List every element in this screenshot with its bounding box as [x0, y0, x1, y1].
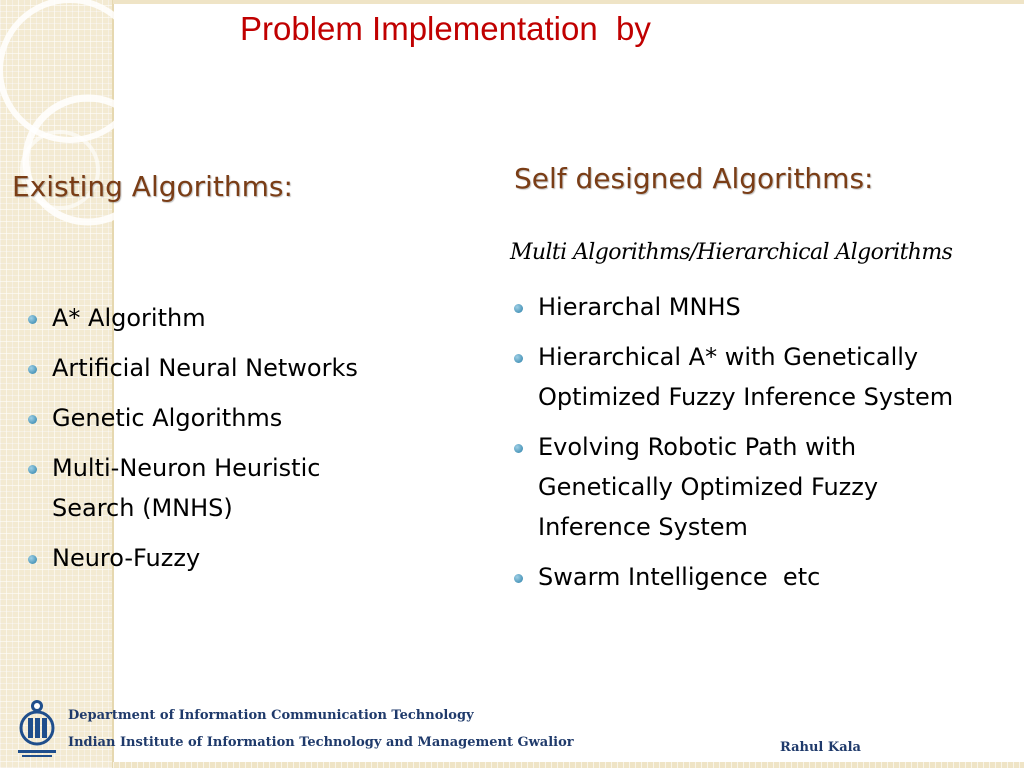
list-item	[510, 557, 1020, 597]
footer-institute: Indian Institute of Information Technology and Management Gwalior	[68, 735, 574, 750]
list-item	[510, 427, 950, 547]
hierarchical-algorithms-subheading: Multi Algorithms/Hierarchical Algorithms	[510, 240, 953, 265]
list-item-text: Neuro-Fuzzy	[52, 544, 201, 572]
list-item	[24, 398, 444, 438]
list-item-text: Hierarchal MNHS	[538, 293, 741, 321]
existing-algorithms-heading: Existing Algorithms:	[12, 170, 293, 203]
list-item	[24, 298, 444, 338]
bullet-icon	[514, 574, 523, 583]
bullet-icon	[28, 315, 37, 324]
existing-algorithms-list	[24, 298, 444, 588]
list-item-text: Multi-Neuron Heuristic Search (MNHS)	[52, 454, 321, 522]
list-item-text: Evolving Robotic Path with Genetically Optimized Fuzzy Inference System	[538, 433, 879, 541]
bottom-texture-band	[113, 762, 1024, 768]
list-item-text: Hierarchical A* with Genetically Optimized Fuzzy Inference System	[538, 343, 954, 411]
decorative-circles	[0, 0, 200, 300]
list-item-text: Genetic Algorithms	[52, 404, 283, 432]
self-designed-algorithms-list	[510, 287, 1020, 607]
bullet-icon	[28, 415, 37, 424]
list-item	[24, 348, 444, 388]
list-item	[24, 538, 444, 578]
list-item-text: Swarm Intelligence etc	[538, 563, 821, 591]
list-item-text: A* Algorithm	[52, 304, 206, 332]
institute-logo	[14, 698, 60, 760]
slide-title: Problem Implementation by	[240, 10, 651, 47]
bullet-icon	[514, 444, 523, 453]
bullet-icon	[514, 304, 523, 313]
bullet-icon	[28, 365, 37, 374]
footer-author: Rahul Kala	[780, 740, 861, 755]
list-item-text: Artificial Neural Networks	[52, 354, 358, 382]
bullet-icon	[514, 354, 523, 363]
self-designed-algorithms-heading: Self designed Algorithms:	[514, 162, 874, 195]
bullet-icon	[28, 555, 37, 564]
top-texture-band	[113, 0, 1024, 4]
list-item	[24, 448, 394, 528]
footer-department: Department of Information Communication Technology	[68, 708, 474, 723]
list-item	[510, 287, 1020, 327]
list-item	[510, 337, 1015, 417]
bullet-icon	[28, 465, 37, 474]
